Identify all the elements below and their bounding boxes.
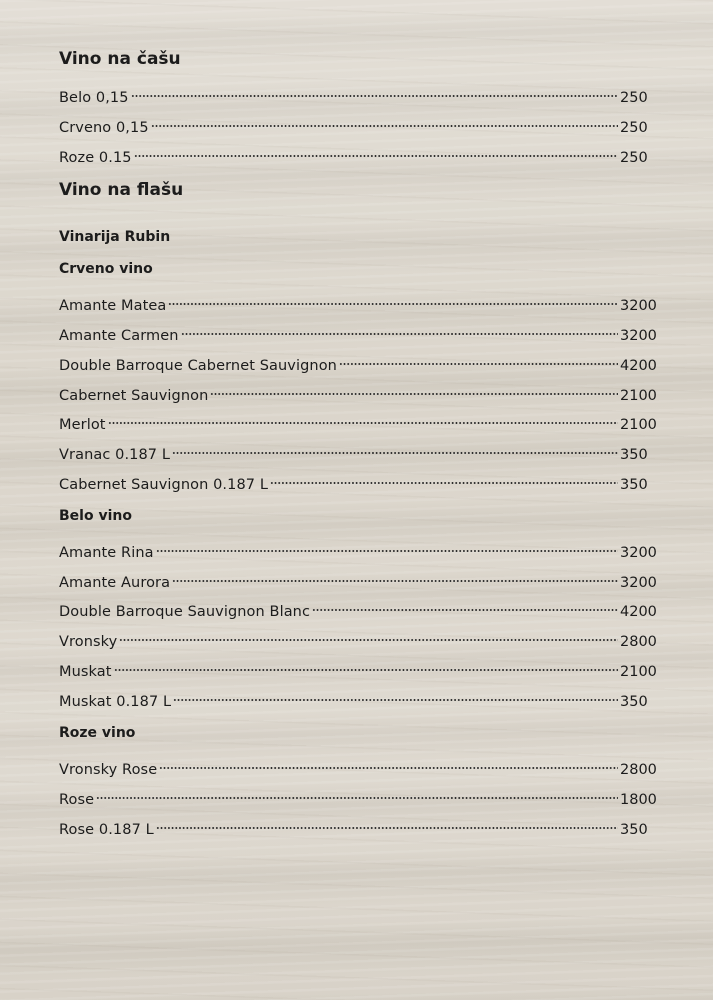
item-name: Vranac 0.187 L: [59, 447, 171, 463]
item-name: Merlot: [59, 417, 106, 433]
menu-item: [59, 784, 660, 808]
dot-leader: [173, 686, 618, 706]
item-price: 250: [620, 150, 648, 166]
item-name: Double Barroque Sauvignon Blanc: [59, 604, 311, 620]
dot-leader: [156, 814, 618, 834]
item-name: Muskat: [59, 664, 112, 680]
item-price: 3200: [620, 575, 657, 591]
menu-item: [59, 380, 660, 404]
winery-title: Vinarija Rubin: [59, 229, 171, 245]
dot-leader: [119, 626, 618, 646]
item-name: Vronsky: [59, 634, 118, 650]
item-name: Amante Rina: [59, 545, 154, 561]
item-price: 2100: [620, 664, 657, 680]
dot-leader: [159, 754, 618, 774]
item-name: Double Barroque Cabernet Sauvignon: [59, 358, 337, 374]
item-price: 2800: [620, 762, 657, 778]
item-price: 250: [620, 90, 648, 106]
section-title-bottle: Vino na flašu: [59, 180, 184, 200]
menu-item: [59, 82, 660, 106]
dot-leader: [168, 290, 618, 310]
dot-leader: [96, 784, 618, 804]
menu-item: [59, 537, 660, 561]
item-name: Cabernet Sauvignon: [59, 388, 209, 404]
item-name: Roze 0.15: [59, 150, 132, 166]
menu-item: [59, 814, 660, 838]
menu-item: [59, 409, 660, 433]
menu-item: [59, 626, 660, 650]
dot-leader: [151, 112, 618, 132]
menu-item: [59, 112, 660, 136]
dot-leader: [181, 320, 618, 340]
dot-leader: [339, 350, 618, 370]
menu-item: [59, 320, 660, 344]
item-price: 250: [620, 120, 648, 136]
dot-leader: [210, 380, 618, 400]
dot-leader: [172, 439, 618, 459]
menu-item: [59, 439, 660, 463]
dot-leader: [108, 409, 618, 429]
dot-leader: [131, 82, 618, 102]
item-name: Belo 0,15: [59, 90, 129, 106]
item-name: Vronsky Rose: [59, 762, 158, 778]
item-price: 2100: [620, 417, 657, 433]
item-name: Amante Aurora: [59, 575, 171, 591]
dot-leader: [172, 567, 618, 587]
dot-leader: [270, 469, 618, 489]
item-price: 4200: [620, 358, 657, 374]
menu-item: [59, 567, 660, 591]
menu-item: [59, 290, 660, 314]
category-title-rose: Roze vino: [59, 725, 136, 741]
item-price: 3200: [620, 328, 657, 344]
menu-item: [59, 596, 660, 620]
section-title-glass: Vino na čašu: [59, 49, 181, 69]
menu-item: [59, 469, 660, 493]
dot-leader: [134, 142, 618, 162]
item-price: 350: [620, 694, 648, 710]
dot-leader: [156, 537, 618, 557]
item-price: 3200: [620, 298, 657, 314]
category-title-red: Crveno vino: [59, 261, 153, 277]
item-price: 350: [620, 447, 648, 463]
item-name: Amante Carmen: [59, 328, 179, 344]
menu-item: [59, 686, 660, 710]
item-price: 350: [620, 477, 648, 493]
item-price: 1800: [620, 792, 657, 808]
item-name: Rose: [59, 792, 95, 808]
item-name: Muskat 0.187 L: [59, 694, 172, 710]
menu-item: [59, 350, 660, 374]
menu-item: [59, 754, 660, 778]
item-price: 2800: [620, 634, 657, 650]
item-name: Rose 0.187 L: [59, 822, 154, 838]
item-name: Crveno 0,15: [59, 120, 149, 136]
menu-item: [59, 142, 660, 166]
item-price: 4200: [620, 604, 657, 620]
item-price: 3200: [620, 545, 657, 561]
item-name: Cabernet Sauvignon 0.187 L: [59, 477, 268, 493]
dot-leader: [114, 656, 618, 676]
menu-item: [59, 656, 660, 680]
dot-leader: [312, 596, 618, 616]
item-name: Amante Matea: [59, 298, 167, 314]
item-price: 350: [620, 822, 648, 838]
category-title-white: Belo vino: [59, 508, 132, 524]
item-price: 2100: [620, 388, 657, 404]
